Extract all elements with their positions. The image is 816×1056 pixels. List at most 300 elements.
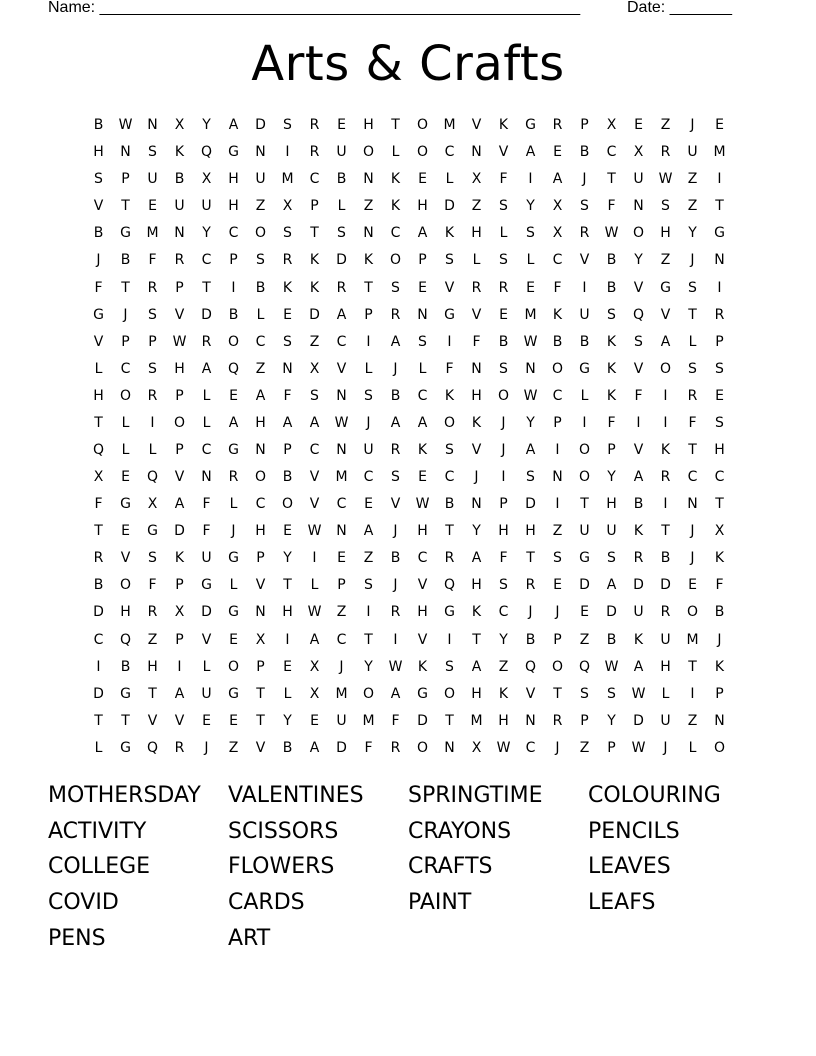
grid-row [85,545,733,572]
grid-letter: O [632,225,645,242]
grid-letter: E [553,577,562,594]
word-list [48,778,768,956]
grid-letter: S [256,252,265,269]
grid-letter: P [256,550,265,567]
grid-letter: F [607,414,616,431]
grid-letter: S [526,469,535,486]
grid-letter: S [580,685,589,702]
grid-letter: G [201,577,212,594]
grid-letter: S [634,333,643,350]
grid-letter: X [309,658,320,675]
grid-letter: B [174,171,185,188]
grid-letter: L [445,171,454,188]
grid-letter: U [579,306,590,323]
grid-letter: K [498,685,509,702]
grid-letter: F [391,712,400,729]
grid-letter: I [231,279,236,296]
grid-letter: L [310,577,319,594]
grid-letter: I [366,333,371,350]
grid-letter: Z [471,198,482,215]
grid-letter: G [444,306,455,323]
grid-letter: I [636,414,641,431]
grid-letter: B [525,631,536,648]
grid-letter: M [686,631,699,648]
grid-letter: L [121,414,130,431]
grid-letter: F [202,523,211,540]
grid-letter: B [282,469,293,486]
grid-letter: B [606,631,617,648]
grid-letter: B [606,279,617,296]
grid-letter: J [231,523,236,540]
grid-letter: O [254,225,267,242]
grid-letter: V [174,712,185,729]
grid-letter: V [174,306,185,323]
grid-row [85,572,733,599]
grid-letter: X [471,171,482,188]
word-list-item: SCISSORS [228,818,339,844]
grid-letter: O [281,496,294,513]
grid-letter: W [307,523,322,540]
grid-letter: R [147,387,158,404]
grid-letter: Q [119,631,132,648]
grid-letter: B [660,550,671,567]
grid-letter: T [121,198,130,215]
grid-letter: M [335,685,348,702]
grid-letter: V [498,144,509,161]
grid-letter: V [417,577,428,594]
grid-letter: S [337,225,346,242]
grid-letter: Q [632,306,645,323]
grid-letter: S [553,550,562,567]
grid-letter: H [255,414,266,431]
grid-letter: W [604,225,619,242]
grid-letter: J [690,550,695,567]
grid-letter: R [336,279,347,296]
grid-letter: J [717,631,722,648]
grid-letter: I [447,631,452,648]
grid-letter: K [444,387,455,404]
grid-letter: R [309,144,320,161]
grid-letter: P [337,577,346,594]
grid-letter: T [148,685,157,702]
grid-letter: H [417,198,428,215]
date-field-label: Date: _______ [627,0,732,16]
grid-letter: H [417,604,428,621]
grid-letter: S [580,198,589,215]
grid-letter: Z [147,631,158,648]
grid-letter: E [310,712,319,729]
grid-letter: R [579,225,590,242]
grid-letter: J [366,414,371,431]
grid-letter: B [714,604,725,621]
grid-letter: M [524,306,537,323]
grid-letter: P [121,171,130,188]
grid-letter: I [150,414,155,431]
grid-row [85,708,733,735]
grid-letter: R [660,144,671,161]
grid-letter: R [174,252,185,269]
grid-letter: U [201,550,212,567]
grid-letter: H [255,523,266,540]
grid-letter: W [523,387,538,404]
grid-letter: I [663,387,668,404]
grid-letter: T [256,712,265,729]
grid-letter: G [714,225,725,242]
grid-letter: E [688,577,697,594]
grid-letter: Z [309,333,320,350]
grid-letter: T [688,306,697,323]
grid-letter: R [633,550,644,567]
grid-letter: E [364,496,373,513]
grid-letter: K [606,360,617,377]
grid-letter: I [717,171,722,188]
grid-letter: N [471,144,482,161]
grid-letter: A [417,414,428,431]
grid-letter: K [417,441,428,458]
grid-letter: X [147,496,158,513]
grid-letter: S [148,550,157,567]
grid-letter: P [553,631,562,648]
grid-row [85,356,733,383]
grid-letter: F [499,171,508,188]
grid-letter: U [660,712,671,729]
grid-letter: S [310,387,319,404]
grid-letter: L [229,577,238,594]
grid-letter: K [417,658,428,675]
grid-letter: O [416,144,429,161]
grid-letter: E [418,171,427,188]
grid-letter: B [336,171,347,188]
grid-letter: Z [363,198,374,215]
grid-letter: A [552,171,563,188]
grid-letter: Z [228,739,239,756]
grid-letter: N [201,469,212,486]
grid-letter: B [606,252,617,269]
grid-letter: V [147,712,158,729]
grid-letter: U [687,144,698,161]
grid-letter: E [121,523,130,540]
grid-letter: T [202,279,211,296]
grid-letter: K [633,631,644,648]
word-list-item: COLLEGE [48,854,151,880]
grid-letter: F [445,360,454,377]
grid-letter: E [229,712,238,729]
grid-letter: E [715,117,724,134]
grid-letter: T [364,279,373,296]
word-list-item: PAINT [408,890,472,916]
grid-letter: A [309,631,320,648]
grid-letter: V [471,306,482,323]
grid-letter: I [312,550,317,567]
grid-letter: Q [227,360,240,377]
grid-letter: Z [363,550,374,567]
grid-letter: G [228,441,239,458]
grid-row [85,464,733,491]
grid-letter: R [687,387,698,404]
grid-letter: N [525,712,536,729]
grid-letter: A [228,117,239,134]
grid-letter: O [173,414,186,431]
grid-letter: V [93,198,104,215]
grid-letter: I [96,658,101,675]
grid-letter: D [633,712,644,729]
grid-letter: C [309,171,320,188]
grid-letter: Y [607,712,616,729]
grid-letter: K [714,550,725,567]
grid-letter: J [393,523,398,540]
grid-letter: S [283,333,292,350]
grid-letter: E [418,469,427,486]
grid-row [85,491,733,518]
grid-letter: Q [524,658,537,675]
grid-letter: N [417,306,428,323]
grid-letter: Y [499,631,508,648]
grid-letter: F [94,279,103,296]
grid-letter: K [633,523,644,540]
grid-letter: W [334,414,349,431]
grid-letter: A [417,225,428,242]
grid-letter: L [499,225,508,242]
grid-letter: A [174,496,185,513]
word-list-item: COVID [48,890,119,916]
grid-letter: L [94,739,103,756]
grid-letter: L [94,360,103,377]
grid-letter: I [582,414,587,431]
grid-letter: H [471,685,482,702]
grid-letter: H [228,198,239,215]
grid-letter: C [552,252,563,269]
grid-letter: E [121,469,130,486]
grid-letter: M [443,117,456,134]
grid-letter: J [204,739,209,756]
grid-letter: I [528,171,533,188]
name-field-label: Name: ______________________________________________________ [48,0,581,16]
grid-letter: H [471,577,482,594]
grid-letter: O [497,387,510,404]
grid-letter: G [120,225,131,242]
grid-letter: X [606,117,617,134]
grid-letter: U [606,523,617,540]
grid-letter: H [498,712,509,729]
grid-letter: P [715,685,724,702]
grid-letter: O [119,387,132,404]
grid-letter: S [283,117,292,134]
grid-letter: A [174,685,185,702]
grid-row [85,329,733,356]
grid-letter: L [472,252,481,269]
grid-letter: L [580,387,589,404]
grid-letter: G [228,144,239,161]
grid-letter: S [607,550,616,567]
grid-letter: P [175,577,184,594]
grid-letter: L [229,496,238,513]
grid-letter: A [201,360,212,377]
grid-letter: K [309,252,320,269]
grid-letter: L [202,414,211,431]
grid-letter: G [228,604,239,621]
grid-letter: T [391,117,400,134]
grid-letter: E [418,279,427,296]
grid-letter: A [471,658,482,675]
grid-letter: J [690,523,695,540]
grid-letter: K [282,279,293,296]
grid-letter: N [633,198,644,215]
grid-letter: R [228,469,239,486]
grid-letter: Z [552,523,563,540]
grid-letter: L [364,360,373,377]
grid-letter: E [553,144,562,161]
grid-letter: I [582,279,587,296]
grid-letter: Y [472,523,481,540]
word-list-item: CRAFTS [408,854,493,880]
grid-letter: V [255,577,266,594]
grid-letter: O [578,441,591,458]
grid-letter: A [471,550,482,567]
word-list-item: CRAYONS [408,818,512,844]
grid-letter: B [579,333,590,350]
grid-letter: S [148,144,157,161]
grid-letter: U [660,631,671,648]
grid-letter: R [660,469,671,486]
grid-letter: F [148,252,157,269]
grid-letter: V [309,469,320,486]
grid-letter: S [445,658,454,675]
grid-letter: R [147,279,158,296]
grid-letter: C [606,144,617,161]
grid-letter: V [633,360,644,377]
grid-letter: V [336,360,347,377]
grid-letter: K [174,144,185,161]
grid-row [85,654,733,681]
grid-letter: S [499,198,508,215]
grid-letter: N [120,144,131,161]
grid-letter: T [715,496,724,513]
grid-letter: U [201,685,212,702]
grid-letter: U [633,604,644,621]
grid-letter: D [93,604,104,621]
grid-letter: S [418,333,427,350]
grid-letter: L [121,441,130,458]
grid-letter: G [660,279,671,296]
grid-letter: C [336,631,347,648]
grid-letter: H [660,658,671,675]
grid-row [85,302,733,329]
grid-letter: Z [498,658,509,675]
grid-letter: X [174,117,185,134]
grid-letter: K [363,252,374,269]
grid-letter: Q [578,658,591,675]
grid-letter: V [444,279,455,296]
grid-letter: J [123,306,128,323]
grid-letter: F [688,414,697,431]
grid-letter: V [633,441,644,458]
grid-letter: Y [526,414,535,431]
grid-letter: B [120,252,131,269]
grid-letter: Z [687,171,698,188]
grid-letter: T [553,685,562,702]
grid-letter: H [525,523,536,540]
grid-letter: I [663,414,668,431]
grid-row [85,599,733,626]
grid-letter: V [471,117,482,134]
grid-letter: R [390,739,401,756]
grid-letter: P [148,333,157,350]
grid-letter: P [580,712,589,729]
grid-letter: C [228,225,239,242]
grid-letter: S [445,441,454,458]
grid-letter: O [659,360,672,377]
grid-letter: W [172,333,187,350]
grid-letter: Y [202,117,211,134]
grid-letter: H [606,496,617,513]
grid-letter: K [390,198,401,215]
grid-letter: C [309,441,320,458]
grid-letter: T [715,198,724,215]
grid-letter: B [633,496,644,513]
grid-letter: E [499,306,508,323]
grid-letter: E [148,198,157,215]
grid-letter: V [120,550,131,567]
grid-letter: X [201,171,212,188]
grid-letter: Q [146,469,159,486]
grid-letter: A [309,414,320,431]
grid-letter: P [175,279,184,296]
grid-letter: J [555,604,560,621]
grid-letter: O [254,469,267,486]
grid-letter: P [256,658,265,675]
grid-letter: Z [579,631,590,648]
grid-letter: K [471,414,482,431]
grid-letter: T [445,523,454,540]
grid-letter: H [417,523,428,540]
grid-letter: A [660,333,671,350]
grid-letter: S [499,577,508,594]
grid-letter: R [309,117,320,134]
grid-letter: U [633,171,644,188]
grid-letter: C [552,387,563,404]
grid-letter: Y [283,712,292,729]
grid-letter: C [93,631,104,648]
grid-letter: D [606,604,617,621]
grid-letter: X [633,144,644,161]
grid-letter: A [282,414,293,431]
grid-letter: Z [687,198,698,215]
grid-letter: N [147,117,158,134]
grid-letter: V [579,252,590,269]
grid-letter: O [551,658,564,675]
grid-row [85,735,733,762]
grid-letter: R [552,117,563,134]
grid-letter: K [471,604,482,621]
grid-letter: R [714,306,725,323]
grid-letter: J [528,604,533,621]
grid-letter: V [255,739,266,756]
grid-row [85,437,733,464]
grid-letter: Y [526,198,535,215]
grid-letter: T [607,171,616,188]
grid-letter: P [175,631,184,648]
grid-letter: F [715,577,724,594]
grid-letter: X [552,225,563,242]
grid-letter: D [336,252,347,269]
grid-letter: U [363,441,374,458]
grid-letter: C [120,360,131,377]
grid-letter: O [416,117,429,134]
grid-letter: K [174,550,185,567]
grid-letter: S [364,577,373,594]
grid-letter: S [148,360,157,377]
grid-letter: F [364,739,373,756]
